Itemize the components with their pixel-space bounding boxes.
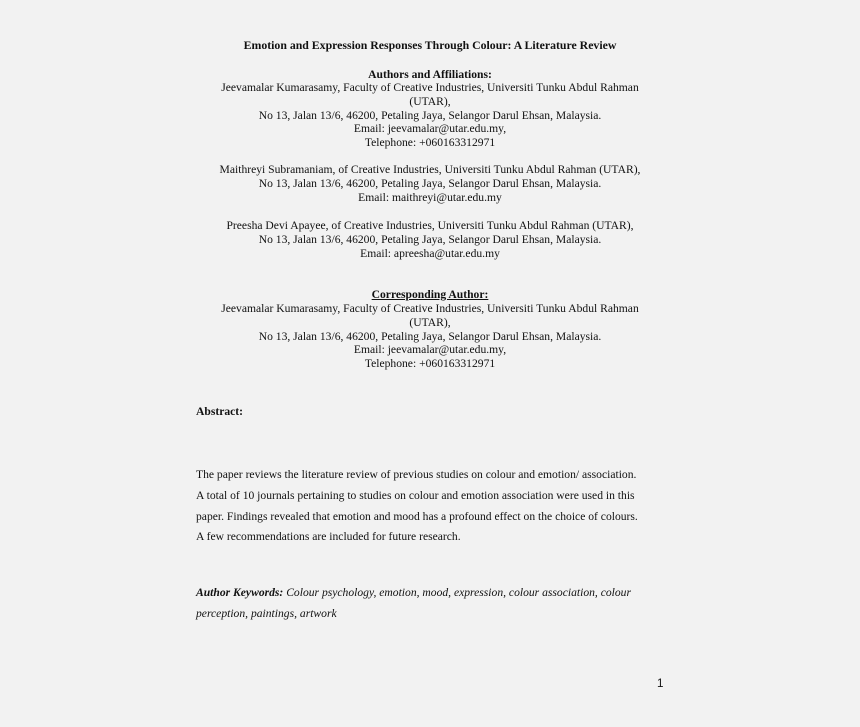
author-3-address: No 13, Jalan 13/6, 46200, Petaling Jaya, Selangor Darul Ehsan, Malaysia. (258, 232, 602, 246)
author-keywords (196, 582, 666, 624)
author-3-line: Preesha Devi Apayee, of Creative Industries, Universiti Tunku Abdul Rahman (UTAR), (226, 219, 634, 232)
page-number: 1 (657, 677, 664, 690)
author-block-1 (180, 81, 680, 150)
keywords-text: Colour psychology, emotion, mood, expression, colour association, colour (283, 586, 631, 599)
author-1-email: Email: jeevamalar@utar.edu.my, (353, 122, 507, 136)
abstract-line: A few recommendations are included for future research. (196, 530, 461, 544)
abstract-body (196, 465, 666, 548)
corresponding-telephone: Telephone: +060163312971 (364, 357, 496, 371)
keywords-label: Author Keywords: (196, 586, 284, 599)
corresponding-author-block (180, 302, 680, 371)
author-2-line: Maithreyi Subramaniam, of Creative Industries, Universiti Tunku Abdul Rahman (UTAR), (219, 163, 641, 176)
author-3-email: Email: apreesha@utar.edu.my (360, 246, 500, 260)
corresponding-author-heading: Corresponding Author: (371, 288, 489, 301)
affiliations-heading: Authors and Affiliations: (368, 68, 492, 81)
author-1-line: (UTAR), (409, 94, 451, 108)
abstract-line: paper. Findings revealed that emotion and mood has a profound effect on the choice of colours. (196, 509, 638, 523)
author-1-address: No 13, Jalan 13/6, 46200, Petaling Jaya, Selangor Darul Ehsan, Malaysia. (258, 108, 602, 122)
author-2-address: No 13, Jalan 13/6, 46200, Petaling Jaya, Selangor Darul Ehsan, Malaysia. (258, 176, 602, 190)
author-1-line: Jeevamalar Kumarasamy, Faculty of Creative Industries, Universiti Tunku Abdul Rahman (221, 81, 639, 94)
corresponding-email: Email: jeevamalar@utar.edu.my, (353, 343, 507, 357)
author-2-email: Email: maithreyi@utar.edu.my (358, 190, 502, 204)
abstract-line: The paper reviews the literature review of previous studies on colour and emotion/ association. (196, 468, 637, 481)
corresponding-line: (UTAR), (409, 315, 451, 329)
keywords-line-1 (196, 582, 666, 603)
keywords-line-2: perception, paintings, artwork (196, 607, 337, 620)
abstract-line: A total of 10 journals pertaining to studies on colour and emotion association were used in this (196, 488, 635, 502)
abstract-heading: Abstract: (196, 405, 244, 418)
corresponding-address: No 13, Jalan 13/6, 46200, Petaling Jaya, Selangor Darul Ehsan, Malaysia. (258, 329, 602, 343)
corresponding-line: Jeevamalar Kumarasamy, Faculty of Creative Industries, Universiti Tunku Abdul Rahman (221, 302, 639, 315)
author-1-telephone: Telephone: +060163312971 (364, 136, 496, 150)
author-block-2 (180, 163, 680, 204)
author-block-3 (180, 219, 680, 260)
paper-title: Emotion and Expression Responses Through Colour: A Literature Review (243, 38, 617, 52)
